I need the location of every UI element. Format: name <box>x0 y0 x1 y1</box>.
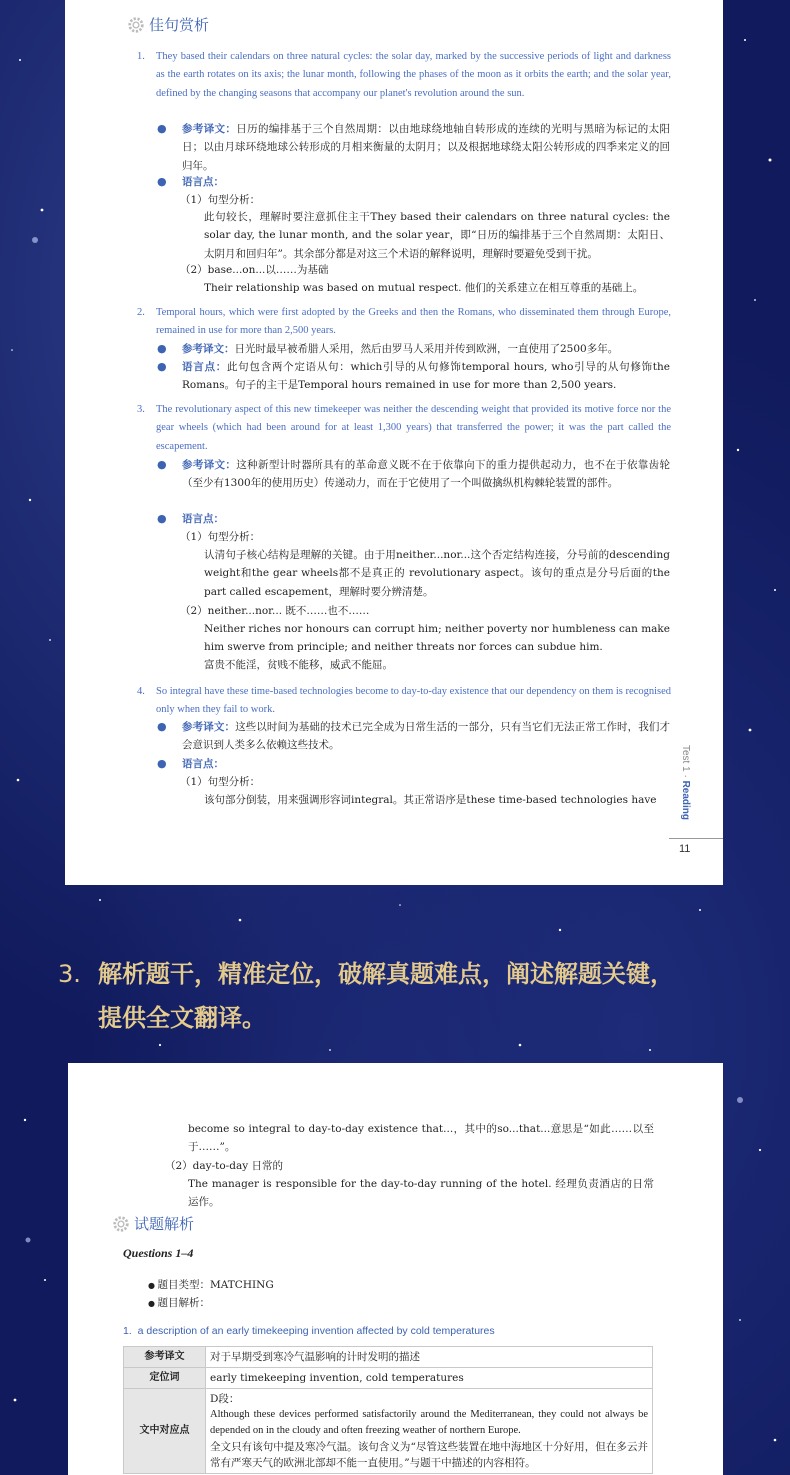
point-title: （1）句型分析： <box>180 531 261 543</box>
item-sentence: The revolutionary aspect of this new timekeeper was neither the descending weight that provided its motive force nor the gear wheels (which had been around for at least 1,300 years) that transferred the power; it was the part called the escapement. <box>156 404 671 452</box>
point-text: The manager is responsible for the day-to-day running of the hotel. 经理负责酒店的日常运作。 <box>188 1178 654 1209</box>
table-value: early timekeeping invention, cold temperatures <box>206 1368 653 1389</box>
banner-line-2: 提供全文翻译。 <box>98 1004 266 1032</box>
points-label: 语言点： <box>182 176 224 188</box>
item-number: 4. <box>137 686 145 697</box>
question-analysis-bullet: ● 题目解析： <box>148 1297 211 1309</box>
translation-text: 日光时最早被希腊人采用，然后由罗马人采用并传到欧洲，一直使用了2500多年。 <box>234 343 619 355</box>
analysis-table <box>123 1346 653 1474</box>
banner-number: 3. <box>58 960 81 988</box>
item-sentence: They based their calendars on three natural cycles: the solar day, marked by the successive periods of light and darkness as the earth rotates on its axis; the lunar month, following the phases of the moon as it orbits the earth; and the solar year, defined by the changing seasons that accompany our planet's revolution around the sun. <box>156 51 671 99</box>
continued-text: become so integral to day-to-day existence that...，其中的so...that...意思是“如此……以至于……”。 <box>188 1123 654 1154</box>
book-page-12 <box>68 1063 723 1475</box>
point-text: 认清句子核心结构是理解的关键。由于用neither...nor...这个否定结构连接，分号前的descending weight和the gear wheels都不是真正的 revolutionary aspect。该句的重点是分号后面的the part called escapement，理解时要分辨清楚。 <box>204 549 670 598</box>
points-text: 此句包含两个定语从句：which引导的从句修饰temporal hours, who引导的从句修饰the Romans。句子的主干是Temporal hours remained in use for more than 2,500 years. <box>182 361 671 392</box>
points-label: 语言点： <box>182 513 224 525</box>
table-row <box>124 1347 653 1368</box>
book-page-11: 佳句赏析 1. They based their calendars on three natural cycles: the solar day, marked by the successive periods of light and darkness as the earth rotates on its axis; the lunar month, following the phases of the moon as it orbits the earth; and the solar year, defined by the changing seasons that accompany our planet's revolution around the sun. ● 参考译文：日历的编排基于三个自然周期：以由地球绕地轴自转形成的连续的光明与黑暗为标记的太阳日；以由月球环绕地球公转形成的月相来衡量的太阴月；以及根据地球绕太阳公转形成的四季来定义的回归年。 ● 语言点： （1）句型分析： 此句较长，理解时要注意抓住主干They based their calendars on three natural cycles: the solar day, the lunar month, and the solar year，即“日历的编排基于三个自然周期：太阳日、太阴月和回归年”。其余部分都是对这三个术语的解释说明，理解时要避免受到干扰。 （2）base...on...以……为基础 Their relationship was based on mutual respect. 他们的关系建立在相互尊重的基础上。 2. Temporal hours, which were first adopted by the Greeks and then the Romans, who disseminated them through Europe, remained in use for more than 2,500 years. ● 参考译文：日光时最早被希腊人采用，然后由罗马人采用并传到欧洲，一直使用了2500多年。 ● 语言点：此句包含两个定语从句：which引导的从句修饰temporal hours, who引导的从句修饰the Romans。句子的主干是Temporal hours remained in use for more than 2,500 years. 3. The revolutionary aspect of this new timekeeper was neither the descending weight that provided its motive force nor the gear wheels (which had been around for at least 1,300 years) that transferred the power; it was the part called the escapement. ● 参考译文：这种新型计时器所具有的革命意义既不在于依靠向下的重力提供起动力，也不在于依靠齿轮（至少有1300年的使用历史）传递动力，而在于它使用了一个叫做擒纵机构棘轮装置的部件。 ● 语言点： （1）句型分析： 认清句子核心结构是理解的关键。由于用neither...nor...这个否定结构连接，分号前的descending weight和the gear wheels都不是真正的 revolutionary aspect。该句的重点是分号后面的the part called escapement，理解时要分辨清楚。 （2）neither...nor... 既不……也不…… Neither riches nor honours can corrupt him; neither poverty nor humbleness can make him swerve from principle; and neither threats nor forces can subdue him. 富贵不能淫，贫贱不能移，威武不能屈。 4. So integral have these time-based technologies become to day-to-day existence that our dependency on them is recognised only when they fail to work. ● 参考译文：这些以时间为基础的技术已完全成为日常生活的一部分，只有当它们无法正常工作时，我们才会意识到人类多么依赖这些技术。 ● 语言点： （1）句型分析： 该句部分倒装，用来强调形容词integral。其正常语序是these time-based technologies have Test 1 · Reading 11 <box>65 0 723 885</box>
section-title: 佳句赏析 <box>149 16 210 34</box>
section-title: 试题解析 <box>134 1215 195 1233</box>
section-header-analysis <box>112 1213 194 1234</box>
point-title: （2）base...on...以……为基础 <box>180 264 329 276</box>
point-title: （1）句型分析： <box>180 776 261 788</box>
point-text: Their relationship was based on mutual respect. 他们的关系建立在相互尊重的基础上。 <box>204 282 644 294</box>
translation-text: 这些以时间为基础的技术已完全成为日常生活的一部分，只有当它们无法正常工作时，我们才会意识到人类多么依赖这些技术。 <box>182 721 671 752</box>
question-type-bullet: ● 题目类型：MATCHING <box>148 1279 274 1291</box>
point-title: （1）句型分析： <box>180 194 261 206</box>
points-label: 语言点： <box>182 758 224 770</box>
item-sentence: So integral have these time-based technologies become to day-to-day existence that our dependency on them is recognised only when they fail to work. <box>156 686 671 716</box>
question-1: 1. a description of an early timekeeping invention affected by cold temperatures <box>123 1325 495 1337</box>
point-cn: 富贵不能淫，贫贱不能移，威武不能屈。 <box>204 659 393 671</box>
point-title: （2）neither...nor... 既不……也不…… <box>180 605 370 617</box>
table-key: 参考译文 <box>124 1347 206 1368</box>
table-value: 对于早期受到寒冷气温影响的计时发明的描述 <box>206 1347 653 1368</box>
side-tab: Test 1 · Reading <box>680 745 691 821</box>
table-key: 文中对应点 <box>124 1389 206 1474</box>
translation-label: 参考译文： <box>182 459 237 471</box>
questions-heading: Questions 1–4 <box>123 1246 194 1260</box>
point-text: Neither riches nor honours can corrupt him; neither poverty nor humbleness can make him swerve from principle; and neither threats nor forces can subdue him. <box>204 623 670 654</box>
point-title: （2）day-to-day 日常的 <box>165 1160 283 1172</box>
page-number: 11 <box>669 838 723 855</box>
item-sentence: Temporal hours, which were first adopted by the Greeks and then the Romans, who disseminated them through Europe, remained in use for more than 2,500 years. <box>156 307 671 337</box>
gear-icon <box>112 1215 130 1233</box>
item-number: 2. <box>137 307 145 318</box>
translation-text: 日历的编排基于三个自然周期：以由地球绕地轴自转形成的连续的光明与黑暗为标记的太阳日；以由月球环绕地球公转形成的月相来衡量的太阴月；以及根据地球绕太阳公转形成的四季来定义的回归年。 <box>182 123 671 172</box>
translation-label: 参考译文： <box>182 123 237 135</box>
table-value: D段： Although these devices performed satisfactorily around the Mediterranean, they could not always be depended on in the cloudy and often freezing weather of northern Europe. 全文只有该句中提及寒冷气温。该句含义为“尽管这些装置在地中海地区十分好用，但在多云并常有严寒天气的欧洲北部却不能一直使用。”与题干中描述的内容相符。 <box>206 1389 653 1474</box>
item-number: 1. <box>137 51 145 62</box>
section-header-sentences <box>127 14 209 35</box>
points-label: 语言点： <box>182 361 227 373</box>
item-number: 3. <box>137 404 145 415</box>
translation-text: 这种新型计时器所具有的革命意义既不在于依靠向下的重力提供起动力，也不在于依靠齿轮（至少有1300年的使用历史）传递动力，而在于它使用了一个叫做擒纵机构棘轮装置的部件。 <box>182 459 671 490</box>
point-text: 此句较长，理解时要注意抓住主干They based their calendars on three natural cycles: the solar day, the lunar month, and the solar year，即“日历的编排基于三个自然周期：太阳日、太阴月和回归年”。其余部分都是对这三个术语的解释说明，理解时要避免受到干扰。 <box>204 211 670 260</box>
point-text: 该句部分倒装，用来强调形容词integral。其正常语序是these time-based technologies have <box>204 794 657 806</box>
gear-icon <box>127 16 145 34</box>
table-row <box>124 1368 653 1389</box>
banner-line-1: 解析题干，精准定位，破解真题难点，阐述解题关键， <box>98 960 674 988</box>
translation-label: 参考译文： <box>182 721 236 733</box>
table-row <box>124 1389 653 1474</box>
translation-label: 参考译文： <box>182 343 235 355</box>
table-key: 定位词 <box>124 1368 206 1389</box>
